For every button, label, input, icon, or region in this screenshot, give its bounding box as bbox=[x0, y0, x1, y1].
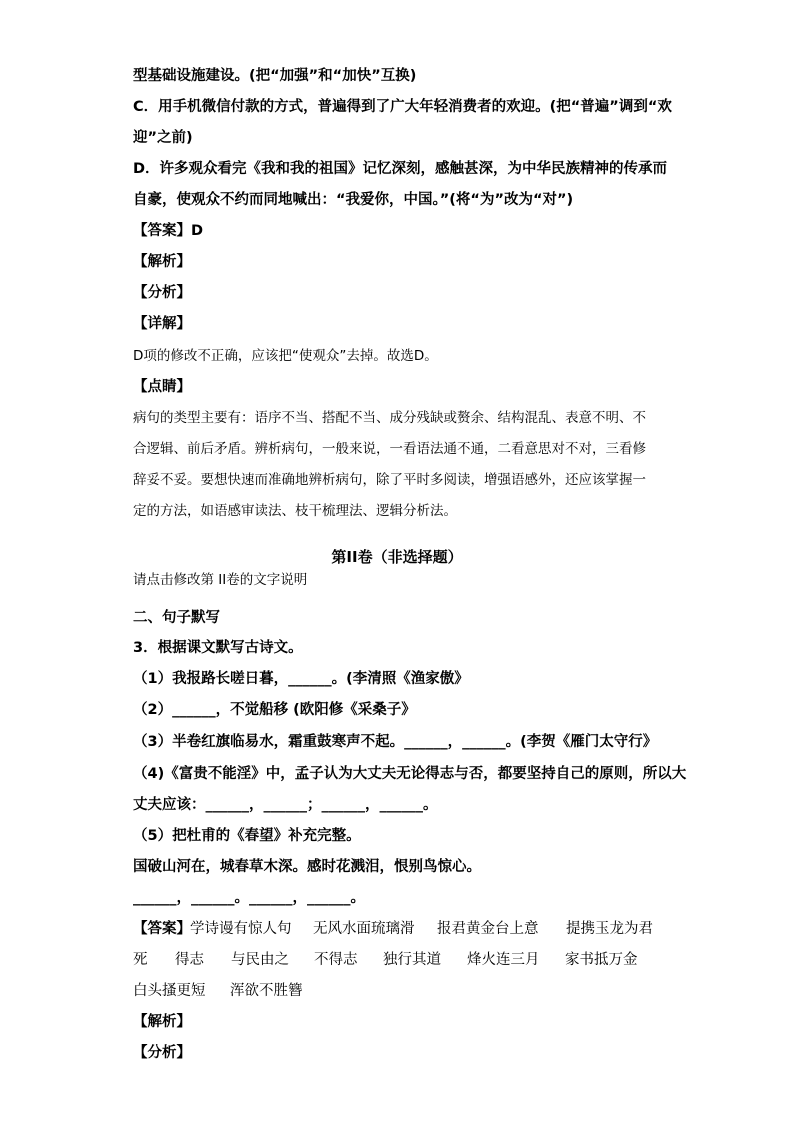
answer-label: 【答案】 bbox=[133, 921, 191, 937]
tip-text-line-2: 合逻辑、前后矛盾。辨析病句，一般来说，一看语法通不通，二看意思对不对，三看修 bbox=[133, 441, 646, 457]
answer-item: 家书抵万金 bbox=[565, 952, 638, 968]
fenxi-heading-2: 【分析】 bbox=[133, 1045, 191, 1061]
q3-item-1: （1）我报路长嗟日暮，______。(李清照《渔家傲》 bbox=[133, 671, 469, 687]
q3-item-2: （2）______，不觉船移 (欧阳修《采桑子》 bbox=[133, 702, 416, 718]
tip-text-line-4: 定的方法，如语感审读法、枝干梳理法、逻辑分析法。 bbox=[133, 503, 457, 519]
fenxi-heading: 【分析】 bbox=[133, 285, 191, 301]
q3-item-4-continuation: 丈夫应该：______，______；______，______。 bbox=[133, 797, 438, 813]
detail-text: D项的修改不正确，应该把“使观众”去掉。故选D。 bbox=[133, 348, 438, 364]
option-b-continuation: 型基础设施建设。(把“加强”和“加快”互换) bbox=[133, 68, 417, 84]
answer-item: 报君黄金台上意 bbox=[437, 921, 539, 937]
tip-heading: 【点睛】 bbox=[133, 379, 191, 395]
section-note: 请点击修改第 II卷的文字说明 bbox=[133, 572, 308, 588]
answer-item: 学诗谩有惊人句 bbox=[190, 921, 292, 937]
section-title: 第II卷（非选择题） bbox=[331, 548, 463, 566]
answer-item: 白头搔更短 bbox=[133, 983, 206, 999]
answer-item: 得志 bbox=[175, 952, 204, 968]
q3-item-5: （5）把杜甫的《春望》补充完整。 bbox=[133, 828, 361, 844]
detail-heading: 【详解】 bbox=[133, 316, 191, 332]
answer-heading: 【答案】D bbox=[133, 223, 204, 239]
option-d: D．许多观众看完《我和我的祖国》记忆深刻，感触甚深，为中华民族精神的传承而 bbox=[133, 161, 668, 177]
answer-item: 死 bbox=[133, 952, 148, 968]
q3-item-3: （3）半卷红旗临易水，霜重鼓寒声不起。______，______。(李贺《雁门太守行》 bbox=[133, 734, 658, 750]
poem-blanks: ______，______。______，______。 bbox=[133, 890, 365, 906]
option-d-continuation: 自豪，使观众不约而同地喊出：“我爱你，中国。”(将“为”改为“对”) bbox=[133, 192, 574, 208]
analysis-heading: 【解析】 bbox=[133, 254, 191, 270]
answer-item: 浑欲不胜簪 bbox=[230, 983, 303, 999]
answer-item: 提携玉龙为君 bbox=[566, 921, 653, 937]
poem-line: 国破山河在，城春草木深。感时花溅泪，恨别鸟惊心。 bbox=[133, 859, 481, 875]
answer-item: 独行其道 bbox=[383, 952, 441, 968]
q3-item-4: （4)《富贵不能淫》中，孟子认为大丈夫无论得志与否，都要坚持自己的原则，所以大 bbox=[133, 766, 687, 782]
tip-text-line-1: 病句的类型主要有：语序不当、搭配不当、成分残缺或赘余、结构混乱、表意不明、不 bbox=[133, 410, 646, 426]
analysis-heading-2: 【解析】 bbox=[133, 1014, 191, 1030]
part-heading: 二、句子默写 bbox=[133, 610, 220, 626]
answer-item: 与民由之 bbox=[231, 952, 289, 968]
answer-item: 无风水面琉璃滑 bbox=[313, 921, 415, 937]
answer-item: 烽火连三月 bbox=[467, 952, 540, 968]
tip-text-line-3: 辞妥不妥。要想快速而准确地辨析病句，除了平时多阅读，增强语感外，还应该掌握一 bbox=[133, 472, 646, 488]
question-3: 3．根据课文默写古诗文。 bbox=[133, 640, 303, 656]
answer-item: 不得志 bbox=[314, 952, 358, 968]
option-c: C．用手机微信付款的方式，普遍得到了广大年轻消费者的欢迎。(把“普遍”调到“欢 bbox=[133, 99, 672, 115]
option-c-continuation: 迎”之前) bbox=[133, 130, 193, 146]
